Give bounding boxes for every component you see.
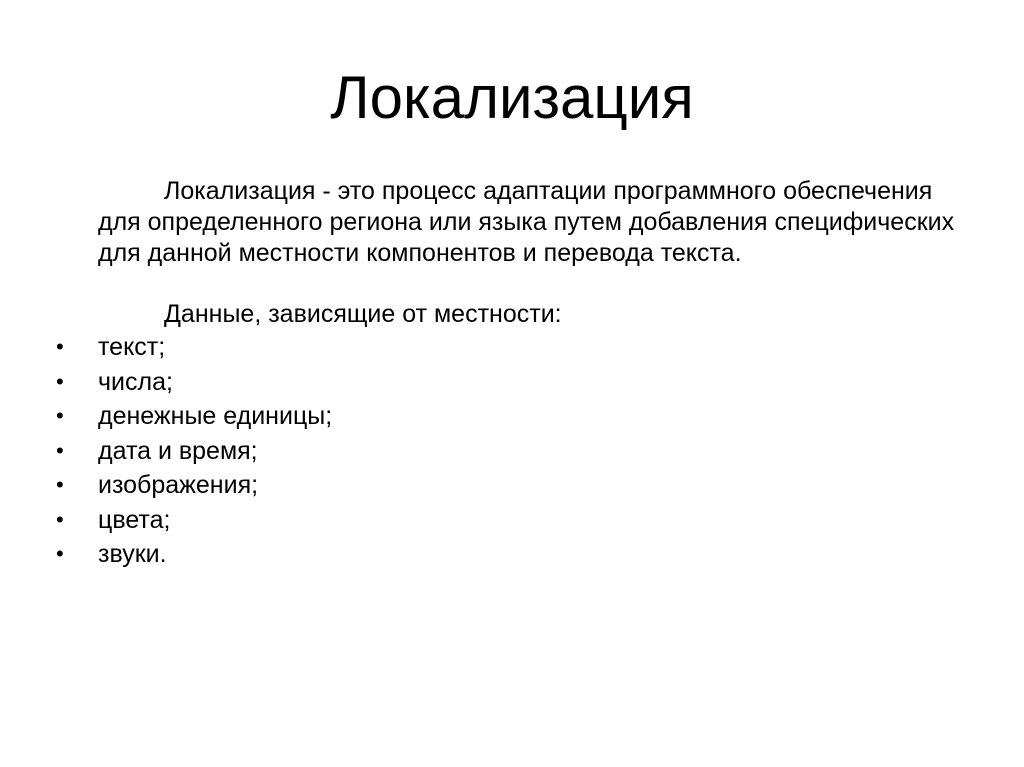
list-item-label: числа;: [98, 367, 173, 396]
bullet-icon: •: [56, 437, 64, 463]
list-item: [56, 537, 978, 572]
bullet-icon: •: [56, 506, 64, 532]
list-item: [56, 330, 978, 365]
list-item: [56, 468, 978, 503]
bullet-icon: •: [56, 334, 64, 359]
locale-data-list: [56, 330, 978, 572]
list-item-label: текст;: [98, 333, 166, 361]
list-item-label: звуки.: [98, 540, 167, 568]
list-item: [56, 503, 978, 538]
list-item: [56, 365, 978, 400]
list-heading: Данные, зависящие от местности:: [164, 300, 562, 328]
bullet-icon: •: [56, 403, 64, 428]
slide-body: [56, 176, 978, 572]
slide-title: Локализация: [330, 64, 694, 131]
bullet-icon: •: [56, 541, 64, 566]
intro-paragraph: Локализация - это процесс адаптации программного обеспечения для определенного региона или языка путем добавления специфических для данной местности компонентов и перевода текста.: [98, 177, 955, 267]
bullet-icon: •: [56, 472, 64, 497]
list-item-label: денежные единицы;: [98, 402, 333, 430]
paragraph-spacer: [98, 269, 978, 299]
list-item-label: дата и время;: [98, 436, 258, 465]
list-item: [56, 434, 978, 469]
list-item-label: цвета;: [98, 505, 171, 534]
list-item: [56, 399, 978, 434]
bullet-icon: •: [56, 368, 64, 394]
list-item-label: изображения;: [98, 471, 259, 499]
